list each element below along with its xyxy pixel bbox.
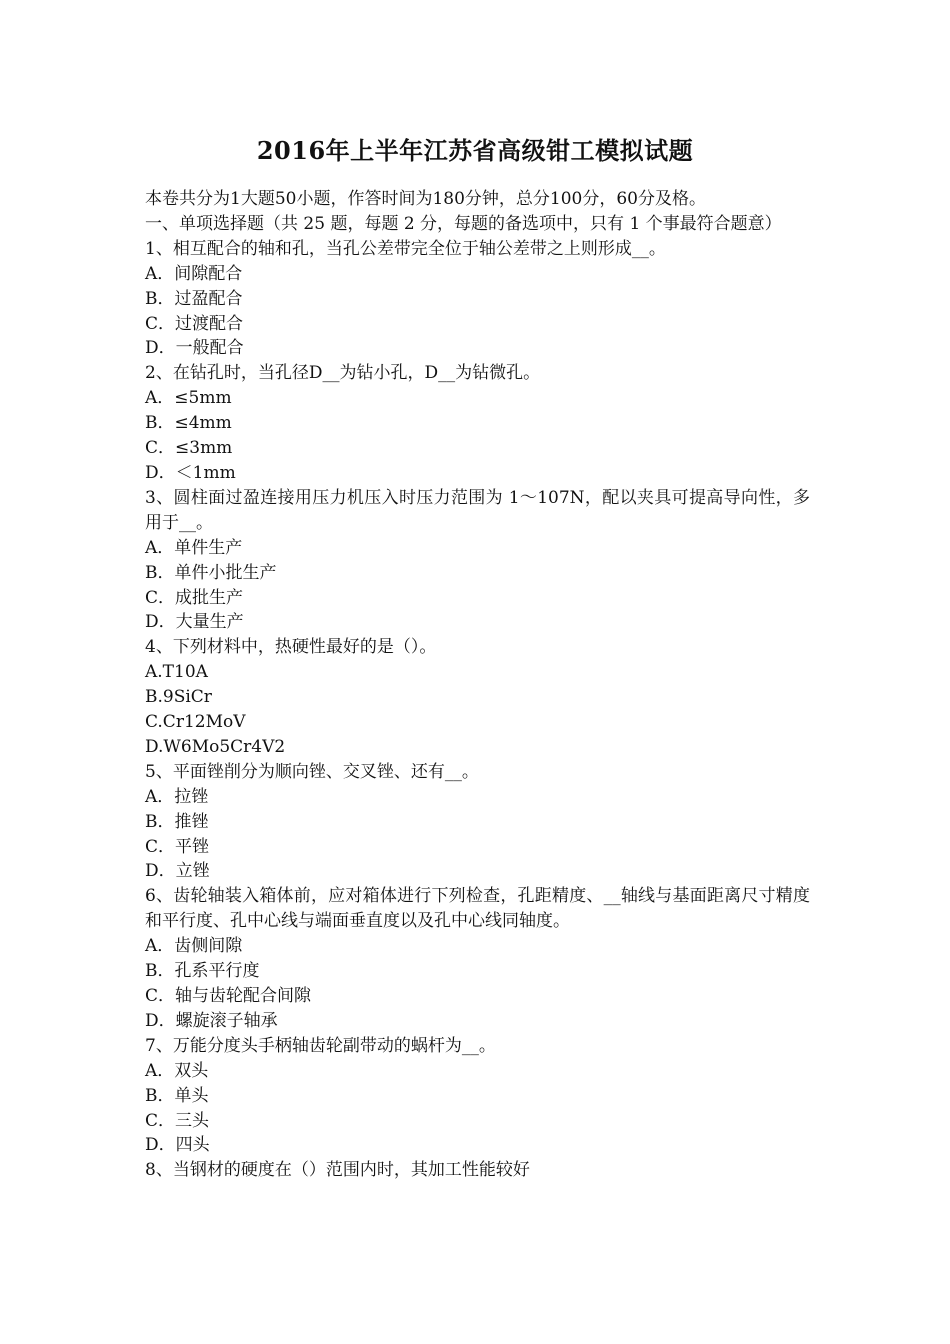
- option-d: D．＜1mm: [145, 462, 236, 483]
- question-6: [145, 884, 810, 1033]
- option-d: D．螺旋滚子轴承: [145, 1010, 278, 1031]
- option-d: D.W6Mo5Cr4V2: [145, 736, 286, 757]
- option-d: D．大量生产: [145, 612, 244, 633]
- question-text: 2、在钻孔时，当孔径D__为钻小孔，D__为钻微孔。: [145, 363, 541, 384]
- section-header: 一、单项选择题（共 25 题，每题 2 分，每题的备选项中，只有 1 个事最符合题意）: [145, 213, 782, 234]
- question-5: [145, 760, 810, 885]
- option-b: B．推锉: [145, 811, 209, 832]
- option-c: C．过渡配合: [145, 313, 244, 334]
- option-c: C.Cr12MoV: [145, 712, 246, 733]
- option-a: A．≤5mm: [145, 388, 232, 409]
- question-2: [145, 361, 810, 486]
- option-b: B．单头: [145, 1085, 209, 1106]
- option-c: C．成批生产: [145, 587, 244, 608]
- option-b: B．过盈配合: [145, 288, 243, 309]
- option-b: B．≤4mm: [145, 413, 232, 434]
- option-b: B．孔系平行度: [145, 961, 260, 982]
- question-7: [145, 1034, 810, 1159]
- option-a: A．齿侧间隙: [145, 936, 243, 957]
- question-text: 1、相互配合的轴和孔，当孔公差带完全位于轴公差带之上则形成__。: [145, 238, 666, 259]
- option-d: D．立锉: [145, 861, 210, 882]
- option-a: A．间隙配合: [145, 263, 243, 284]
- option-a: A．单件生产: [145, 537, 243, 558]
- question-4: [145, 635, 810, 760]
- question-text: 3、圆柱面过盈连接用压力机压入时压力范围为 1～107N，配以夹具可提高导向性，多用于__。: [145, 487, 810, 533]
- option-d: D．一般配合: [145, 338, 244, 359]
- option-c: C．平锉: [145, 836, 210, 857]
- question-8: [145, 1158, 810, 1183]
- question-text: 5、平面锉削分为顺向锉、交叉锉、还有__。: [145, 761, 479, 782]
- question-3: [145, 486, 810, 635]
- option-d: D．四头: [145, 1135, 210, 1156]
- option-c: C．轴与齿轮配合间隙: [145, 986, 312, 1006]
- option-a: A．拉锉: [145, 786, 209, 807]
- option-b: B．单件小批生产: [145, 562, 277, 583]
- question-text: 4、下列材料中，热硬性最好的是（）。: [145, 637, 437, 658]
- document-title: 2016年上半年江苏省高级钳工模拟试题: [256, 136, 694, 165]
- option-b: B.9SiCr: [145, 687, 212, 708]
- question-1: [145, 237, 810, 362]
- option-c: C．≤3mm: [145, 438, 233, 459]
- intro-text: 本卷共分为1大题50小题，作答时间为180分钟，总分100分，60分及格。: [145, 189, 706, 209]
- question-text: 8、当钢材的硬度在（）范围内时，其加工性能较好: [145, 1160, 530, 1181]
- option-a: A.T10A: [145, 662, 208, 683]
- option-a: A．双头: [145, 1060, 209, 1081]
- question-text: 6、齿轮轴装入箱体前，应对箱体进行下列检查，孔距精度、__轴线与基面距离尺寸精度和平行度、孔中心线与端面垂直度以及孔中心线同轴度。: [145, 886, 810, 932]
- question-text: 7、万能分度头手柄轴齿轮副带动的蜗杆为__。: [145, 1035, 496, 1056]
- document-body: [145, 187, 810, 1183]
- option-c: C．三头: [145, 1110, 210, 1131]
